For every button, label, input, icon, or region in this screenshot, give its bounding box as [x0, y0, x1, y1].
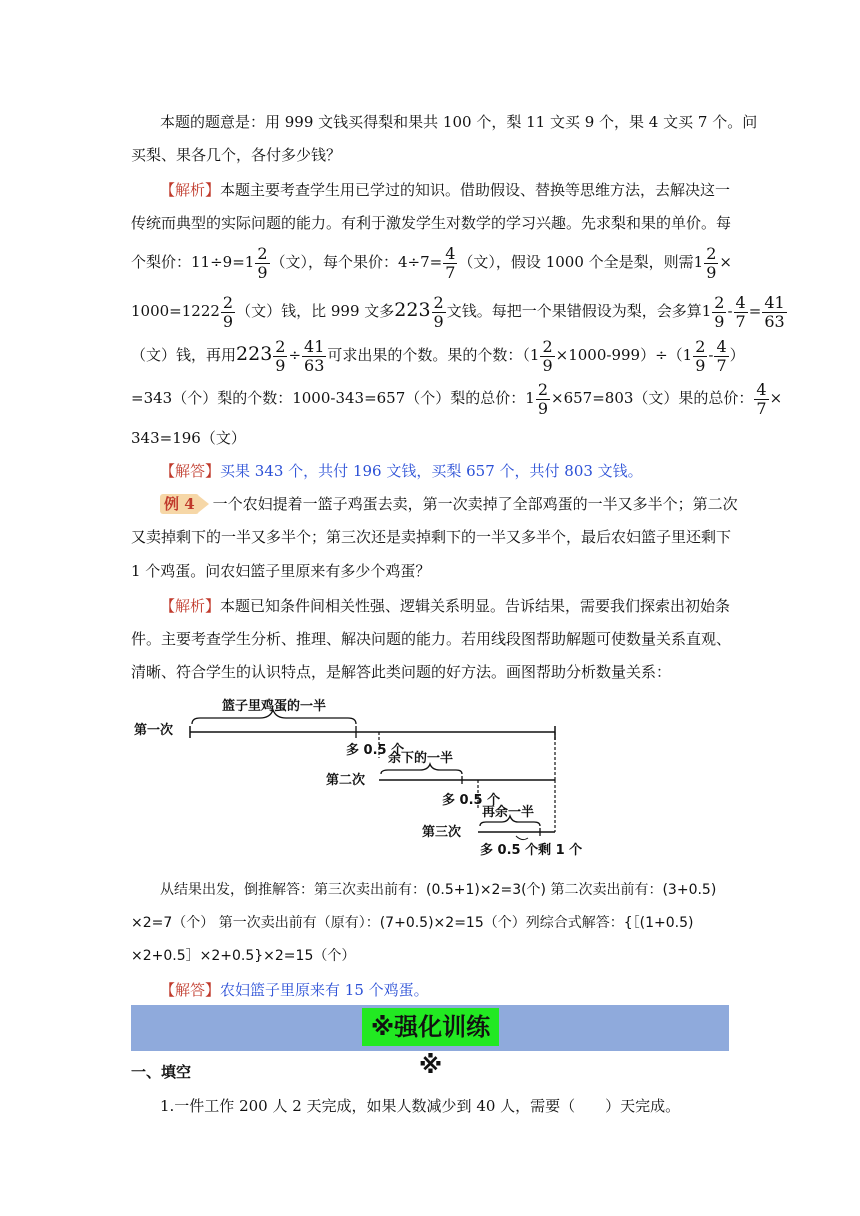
answer-1: 【解答】买果 343 个，共付 196 文钱，买梨 657 个，共付 803 文钱。 — [160, 462, 643, 480]
label-more-1: 多 0.5 个 — [346, 743, 405, 758]
example-4-line-2: 又卖掉剩下的一半又多半个；第三次还是卖掉剩下的一半又多半个，最后农妇篮子里还剩下 — [131, 528, 732, 546]
label-half-again: 再余一半 — [482, 805, 535, 820]
fraction-4-7: $\frac{4}{7}$ — [716, 336, 727, 375]
analysis-2-line-2: 件。主要考查学生分析、推理、解决问题的能力。若用线段图帮助解题可使数量关系直观、 — [131, 630, 732, 648]
fraction-41-63: $\frac{41}{63}$ — [764, 292, 785, 331]
answer-tag: 【解答】 — [160, 981, 221, 999]
fraction-2-9: $\frac{2}{9}$ — [275, 336, 286, 375]
fraction-2-9: $\frac{2}{9}$ — [706, 243, 717, 282]
label-first: 第一次 — [134, 723, 174, 738]
analysis-1-line-1: 【解析】本题主要考查学生用已学过的知识。借助假设、替换等思维方法，去解决这一 — [160, 181, 731, 199]
question-1: 1.一件工作 200 人 2 天完成，如果人数减少到 40 人，需要（ ）天完成。 — [160, 1097, 681, 1115]
fraction-2-9: $\frac{2}{9}$ — [542, 336, 553, 375]
fraction-4-7: $\frac{4}{7}$ — [445, 243, 456, 282]
label-half-left: 余下的一半 — [388, 751, 454, 766]
section-heading: 一、填空 — [131, 1063, 192, 1081]
fraction-2-9: $\frac{2}{9}$ — [537, 379, 549, 418]
label-third: 第三次 — [422, 825, 462, 840]
example-4-line-3: 1 个鸡蛋。问农妇篮子里原来有多少个鸡蛋？ — [131, 562, 431, 580]
label-more-3: 多 0.5 个剩 1 个 — [480, 843, 583, 858]
example-badge: 例 4 — [160, 494, 199, 514]
fraction-4-7: $\frac{4}{7}$ — [735, 292, 746, 331]
analysis-1-line-7: 343=196（文） — [131, 429, 246, 447]
fraction-2-9: $\frac{2}{9}$ — [433, 292, 444, 331]
fraction-4-7: $\frac{4}{7}$ — [756, 379, 767, 418]
banner-title: ※强化训练※ — [362, 1008, 499, 1046]
analysis-2-line-3: 清晰、符合学生的认识特点，是解答此类问题的好方法。画图帮助分析数量关系： — [131, 663, 672, 681]
fraction-2-9: $\frac{2}{9}$ — [222, 292, 234, 331]
fraction-2-9: $\frac{2}{9}$ — [714, 292, 725, 331]
analysis-1-line-4: 1000=1222 $\frac{2}{9}$ （文）钱，比 999 文多223 $\frac{2}{9}$ 文钱。每把一个果错假设为梨，会多算1 $\frac{2}{9}$ - $\frac{4}{7}$ = $\frac{41}{63}$ — [131, 292, 785, 331]
label-half-basket: 篮子里鸡蛋的一半 — [222, 699, 327, 714]
label-more-2: 多 0.5 个 — [442, 793, 501, 808]
analysis-1-line-2: 传统而典型的实际问题的能力。有利于激发学生对数学的学习兴趣。先求梨和果的单价。每 — [131, 214, 732, 232]
problem-text-line-1: 本题的题意是：用 999 文钱买得梨和果共 100 个，梨 11 文买 9 个，果 4 文买 7 个。问 — [160, 113, 758, 131]
fraction-2-9: $\frac{2}{9}$ — [695, 336, 706, 375]
analysis-1-line-5: （文）钱，再用223 $\frac{2}{9}$ ÷ $\frac{41}{63}$ 可求出果的个数。果的个数：（1 $\frac{2}{9}$ ×1000-999）÷（1 $\frac{2}{9}$ - $\frac{4}{7}$ ） — [131, 336, 745, 375]
solution-line-2: ×2=7（个） 第一次卖出前有（原有）：(7+0.5)×2=15（个）列综合式解答：{［(1+0.5) — [131, 915, 694, 931]
analysis-1-line-6: =343（个）梨的个数：1000-343=657（个）梨的总价：1 $\frac{2}{9}$ ×657=803（文）果的总价： $\frac{4}{7}$ × — [131, 379, 783, 418]
segment-diagram — [130, 688, 590, 860]
solution-line-3: ×2+0.5］×2+0.5}×2=15（个） — [131, 948, 356, 964]
analysis-1-line-3: 个梨价：11÷9=1 $\frac{2}{9}$ （文），每个果价：4÷7= $\frac{4}{7}$ （文），假设 1000 个全是梨，则需1 $\frac{2}{9}$ × — [131, 243, 732, 282]
analysis-tag: 【解析】 — [160, 597, 221, 615]
fraction-41-63: $\frac{41}{63}$ — [304, 336, 325, 375]
example-4-line-1: 例 4 一个农妇提着一篮子鸡蛋去卖，第一次卖掉了全部鸡蛋的一半又多半个；第二次 — [160, 494, 738, 514]
solution-line-1: 从结果出发，倒推解答：第三次卖出前有：(0.5+1)×2=3(个) 第二次卖出前有：(3+0.5) — [160, 882, 717, 898]
analysis-tag: 【解析】 — [160, 181, 221, 199]
answer-tag: 【解答】 — [160, 462, 221, 480]
fraction-2-9: $\frac{2}{9}$ — [257, 243, 268, 282]
label-second: 第二次 — [326, 773, 366, 788]
problem-text-line-2: 买梨、果各几个，各付多少钱？ — [131, 146, 342, 164]
answer-2: 【解答】农妇篮子里原来有 15 个鸡蛋。 — [160, 981, 429, 999]
analysis-2-line-1: 【解析】本题已知条件间相关性强、逻辑关系明显。告诉结果，需要我们探索出初始条 — [160, 597, 731, 615]
